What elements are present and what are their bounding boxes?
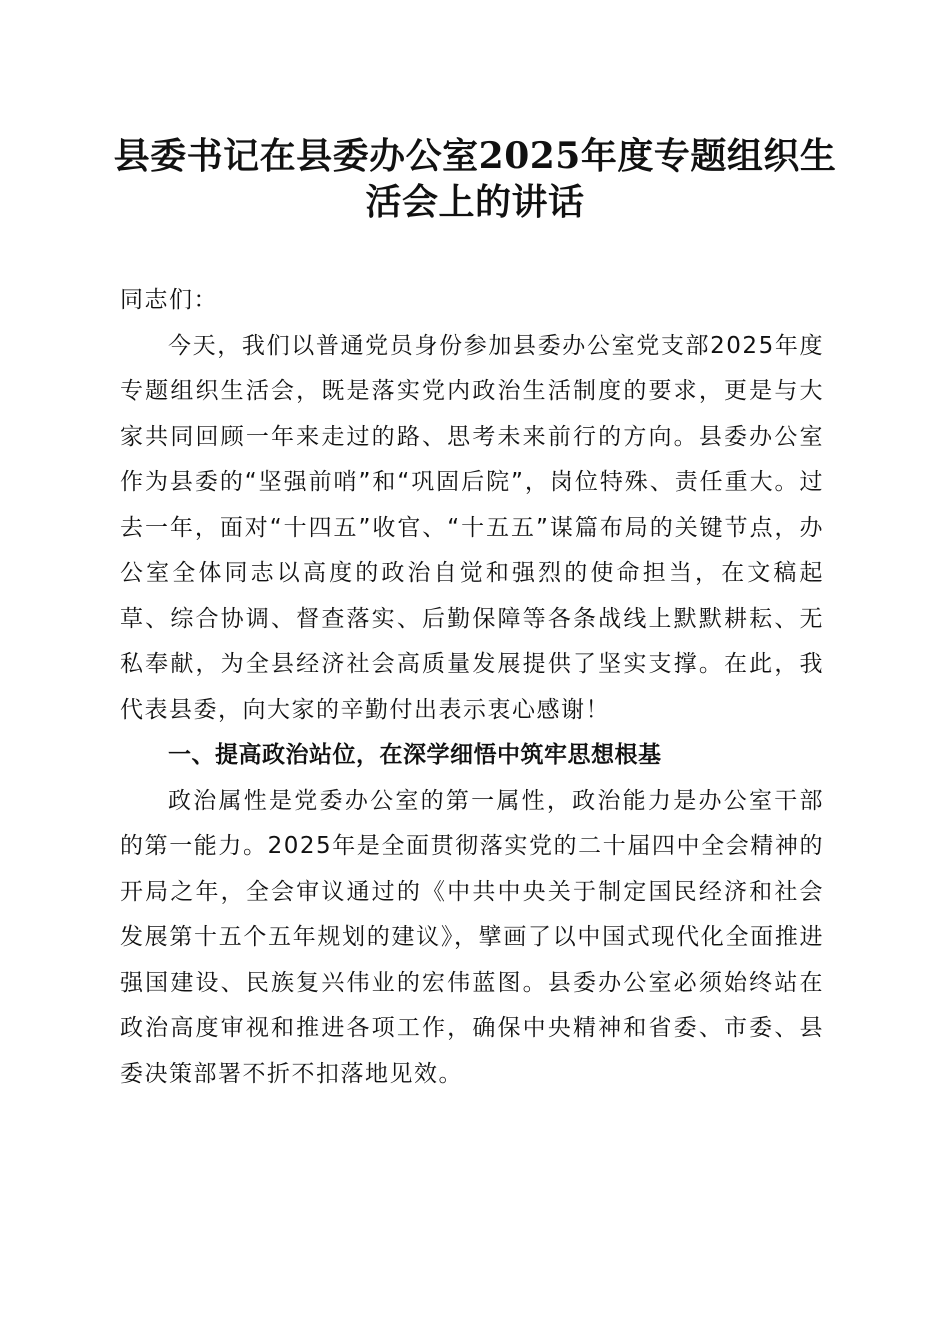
salutation: 同志们：: [120, 287, 218, 313]
document-body: [120, 278, 824, 1097]
title-line-2: 活会上的讲话: [365, 181, 585, 223]
section-1-heading: 一、提高政治站位，在深学细悟中筑牢思想根基: [168, 742, 662, 768]
document-title: [100, 133, 850, 225]
opening-paragraph: 今天，我们以普通党员身份参加县委办公室党支部2025年度专题组织生活会，既是落实党内政治生活制度的要求，更是与大家共同回顾一年来走过的路、思考未来前行的方向。县委办公室作为县委的“坚强前哨”和“巩固后院”，岗位特殊、责任重大。过去一年，面对“十四五”收官、“十五五”谋篇布局的关键节点，办公室全体同志以高度的政治自觉和强烈的使命担当，在文稿起草、综合协调、督查落实、后勤保障等各条战线上默默耕耘、无私奉献，为全县经济社会高质量发展提供了坚实支撑。在此，我代表县委，向大家的辛勤付出表示衷心感谢！: [120, 332, 824, 723]
section-1-paragraph: 政治属性是党委办公室的第一属性，政治能力是办公室干部的第一能力。2025年是全面贯彻落实党的二十届四中全会精神的开局之年，全会审议通过的《中共中央关于制定国民经济和社会发展第十五个五年规划的建议》，擘画了以中国式现代化全面推进强国建设、民族复兴伟业的宏伟蓝图。县委办公室必须始终站在政治高度审视和推进各项工作，确保中央精神和省委、市委、县委决策部署不折不扣落地见效。: [120, 787, 824, 1087]
title-line-1: 县委书记在县委办公室2025年度专题组织生: [113, 135, 837, 177]
